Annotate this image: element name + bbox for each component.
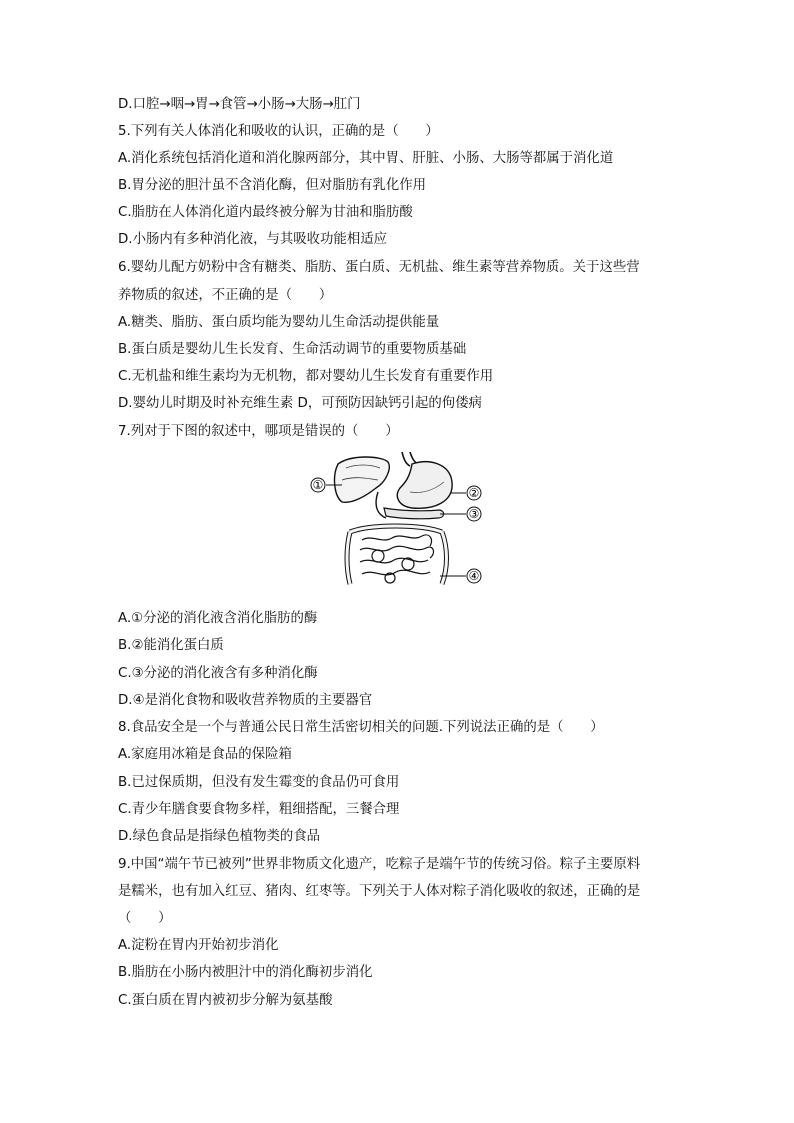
option-8a: A.家庭用冰箱是食品的保险箱: [118, 747, 292, 762]
question-9-line3: （ ）: [118, 911, 172, 926]
option-6d: D.婴幼儿时期及时补充维生素 D，可预防因缺钙引起的佝偻病: [118, 396, 482, 411]
option-6c: C.无机盐和维生素均为无机物，都对婴幼儿生长发育有重要作用: [118, 369, 494, 384]
option-8b: B.已过保质期，但没有发生霉变的食品仍可食用: [118, 775, 400, 790]
option-4d: D.口腔→咽→胃→食管→小肠→大肠→肛门: [118, 97, 361, 112]
option-8d: D.绿色食品是指绿色植物类的食品: [118, 829, 321, 844]
option-9b: B.脂肪在小肠内被胆汁中的消化酶初步消化: [118, 965, 373, 980]
question-9-line2: 是糯米，也有加入红豆、猪肉、红枣等。下列关于人体对粽子消化吸收的叙述，正确的是: [118, 884, 641, 899]
figure-label-1: ①: [312, 478, 324, 492]
option-7a: A.①分泌的消化液含消化脂肪的酶: [118, 611, 318, 626]
figure-label-2: ②: [468, 486, 480, 500]
question-5: 5.下列有关人体消化和吸收的认识，正确的是（ ）: [118, 124, 439, 139]
digestive-system-figure: [300, 452, 500, 592]
small-intestine-shape: [360, 535, 433, 583]
question-7: 7.列对于下图的叙述中，哪项是错误的（ ）: [118, 424, 399, 439]
figure-label-3: ③: [468, 507, 480, 521]
esophagus-shape: [402, 452, 410, 466]
option-6a: A.糖类、脂肪、蛋白质均能为婴幼儿生命活动提供能量: [118, 315, 440, 330]
question-9-line1: 9.中国“端午节已被列”世界非物质文化遗产，吃粽子是端午节的传统习俗。粽子主要原料: [118, 857, 641, 872]
question-8: 8.食品安全是一个与普通公民日常生活密切相关的问题.下列说法正确的是（ ）: [118, 720, 604, 735]
option-9c: C.蛋白质在胃内被初步分解为氨基酸: [118, 993, 333, 1008]
question-6-line2: 养物质的叙述，不正确的是（ ）: [118, 288, 333, 303]
large-intestine-shape: [347, 526, 447, 584]
option-7c: C.③分泌的消化液含有多种消化酶: [118, 666, 318, 681]
option-5a: A.消化系统包括消化道和消化腺两部分，其中胃、肝脏、小肠、大肠等都属于消化道: [118, 151, 614, 166]
option-9a: A.淀粉在胃内开始初步消化: [118, 938, 279, 953]
option-5c: C.脂肪在人体消化道内最终被分解为甘油和脂肪酸: [118, 205, 413, 220]
option-7b: B.②能消化蛋白质: [118, 638, 224, 653]
figure-label-4: ④: [468, 569, 480, 583]
option-5b: B.胃分泌的胆汁虽不含消化酶，但对脂肪有乳化作用: [118, 178, 427, 193]
question-6-line1: 6.婴幼儿配方奶粉中含有糖类、脂肪、蛋白质、无机盐、维生素等营养物质。关于这些营: [118, 260, 640, 275]
option-7d: D.④是消化食物和吸收营养物质的主要器官: [118, 693, 373, 708]
option-6b: B.蛋白质是婴幼儿生长发育、生命活动调节的重要物质基础: [118, 342, 467, 357]
stomach-shape: [397, 462, 452, 509]
option-5d: D.小肠内有多种消化液，与其吸收功能相适应: [118, 232, 387, 247]
pancreas-shape: [384, 508, 444, 519]
option-8c: C.青少年膳食要食物多样，粗细搭配，三餐合理: [118, 802, 400, 817]
